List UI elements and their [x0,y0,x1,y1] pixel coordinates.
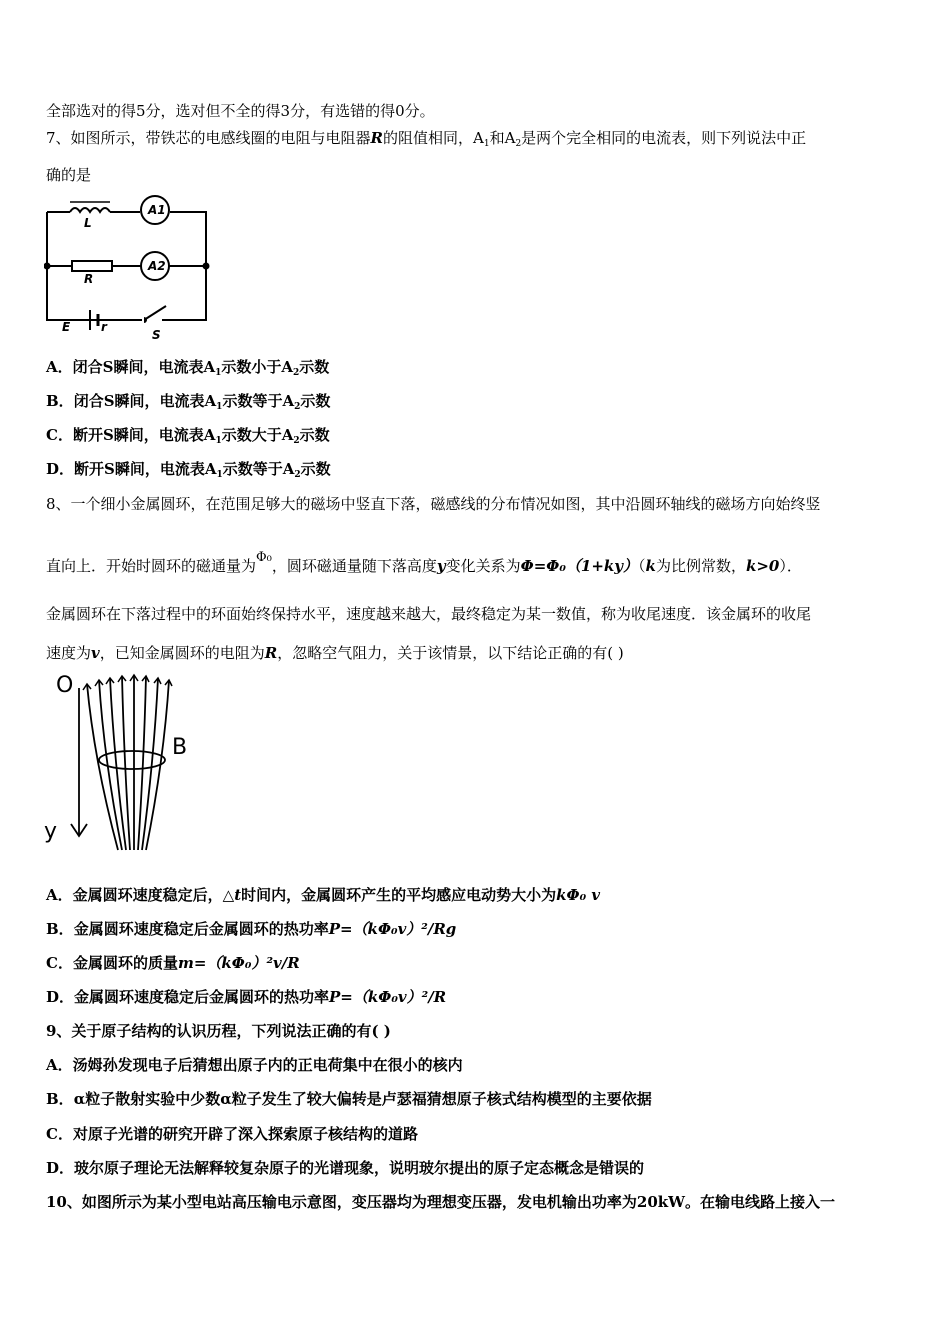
q8-stem-line3: 金属圆环在下落过程中的环面始终保持水平，速度越来越大，最终稳定为某一数值，称为收尾速度．该金属环的收尾 [46,605,812,623]
q9-option-c[interactable]: C．对原子光谱的研究开辟了深入探索原子核结构的道路 [46,1125,418,1143]
label-r: r [101,320,107,334]
q7-option-a[interactable]: A．闭合S瞬间，电流表$A_1$示数小于$A_2$示数 [46,358,330,378]
label-A2: A2 [148,259,166,273]
label-R: R [84,272,94,286]
q7-option-c[interactable]: C．断开S瞬间，电流表$A_1$示数大于$A_2$示数 [46,426,330,446]
label-y: y [44,819,58,844]
q7-circuit-figure [44,195,210,345]
q7-stem: 7、如图所示，带铁芯的电感线圈的电阻与电阻器R的阻值相同，$A_1$和$A_2$是两个完全相同的电流表，则下列说法中正 [46,129,807,149]
label-S: S [152,328,161,342]
q8-option-d[interactable]: D．金属圆环速度稳定后金属圆环的热功率P=（kΦ₀v）²/R [46,988,447,1006]
q8-stem-line4: 速度为v，已知金属圆环的电阻为R，忽略空气阻力，关于该情景，以下结论正确的有( ) [46,644,624,662]
q7-option-b[interactable]: B．闭合S瞬间，电流表$A_1$示数等于$A_2$示数 [46,392,331,412]
q9-option-b[interactable]: B．α粒子散射实验中少数α粒子发生了较大偏转是卢瑟福猜想原子核式结构模型的主要依据 [46,1090,652,1108]
q10-stem: 10、如图所示为某小型电站高压输电示意图，变压器均为理想变压器，发电机输出功率为20kW。在输电线路上接入一 [46,1193,836,1211]
label-L: L [84,216,92,230]
q8-option-b[interactable]: B．金属圆环速度稳定后金属圆环的热功率P=（kΦ₀v）²/Rg [46,920,457,938]
q8-option-c[interactable]: C．金属圆环的质量m=（kΦ₀）²v/R [46,954,300,972]
q7-option-d[interactable]: D．断开S瞬间，电流表$A_1$示数等于$A_2$示数 [46,460,331,480]
q9-stem: 9、关于原子结构的认识历程，下列说法正确的有( ) [46,1022,391,1040]
label-A1: A1 [148,203,166,217]
label-B: B [172,735,188,760]
q8-stem-line1: 8、一个细小金属圆环，在范围足够大的磁场中竖直下落，磁感线的分布情况如图，其中沿圆环轴线的磁场方向始终竖 [46,495,821,513]
intro-text: 全部选对的得5分，选对但不全的得3分，有选错的得0分。 [46,102,435,120]
q8-option-a[interactable]: A．金属圆环速度稳定后，△t时间内，金属圆环产生的平均感应电动势大小为kΦ₀ v [46,886,601,904]
label-E: E [62,320,71,334]
q8-magnetic-field-figure [44,670,204,855]
q9-option-d[interactable]: D．玻尔原子理论无法解释较复杂原子的光谱现象，说明玻尔提出的原子定态概念是错误的 [46,1159,645,1177]
q7-stem-line2: 确的是 [46,166,92,184]
q9-option-a[interactable]: A．汤姆孙发现电子后猜想出原子内的正电荷集中在很小的核内 [46,1056,463,1074]
label-O: O [56,673,74,698]
q8-stem-line2: 直向上．开始时圆环的磁通量为Φ₀，圆环磁通量随下落高度y变化关系为Φ=Φ₀（1+ky）（k为比例常数，k>0）． [46,550,802,575]
